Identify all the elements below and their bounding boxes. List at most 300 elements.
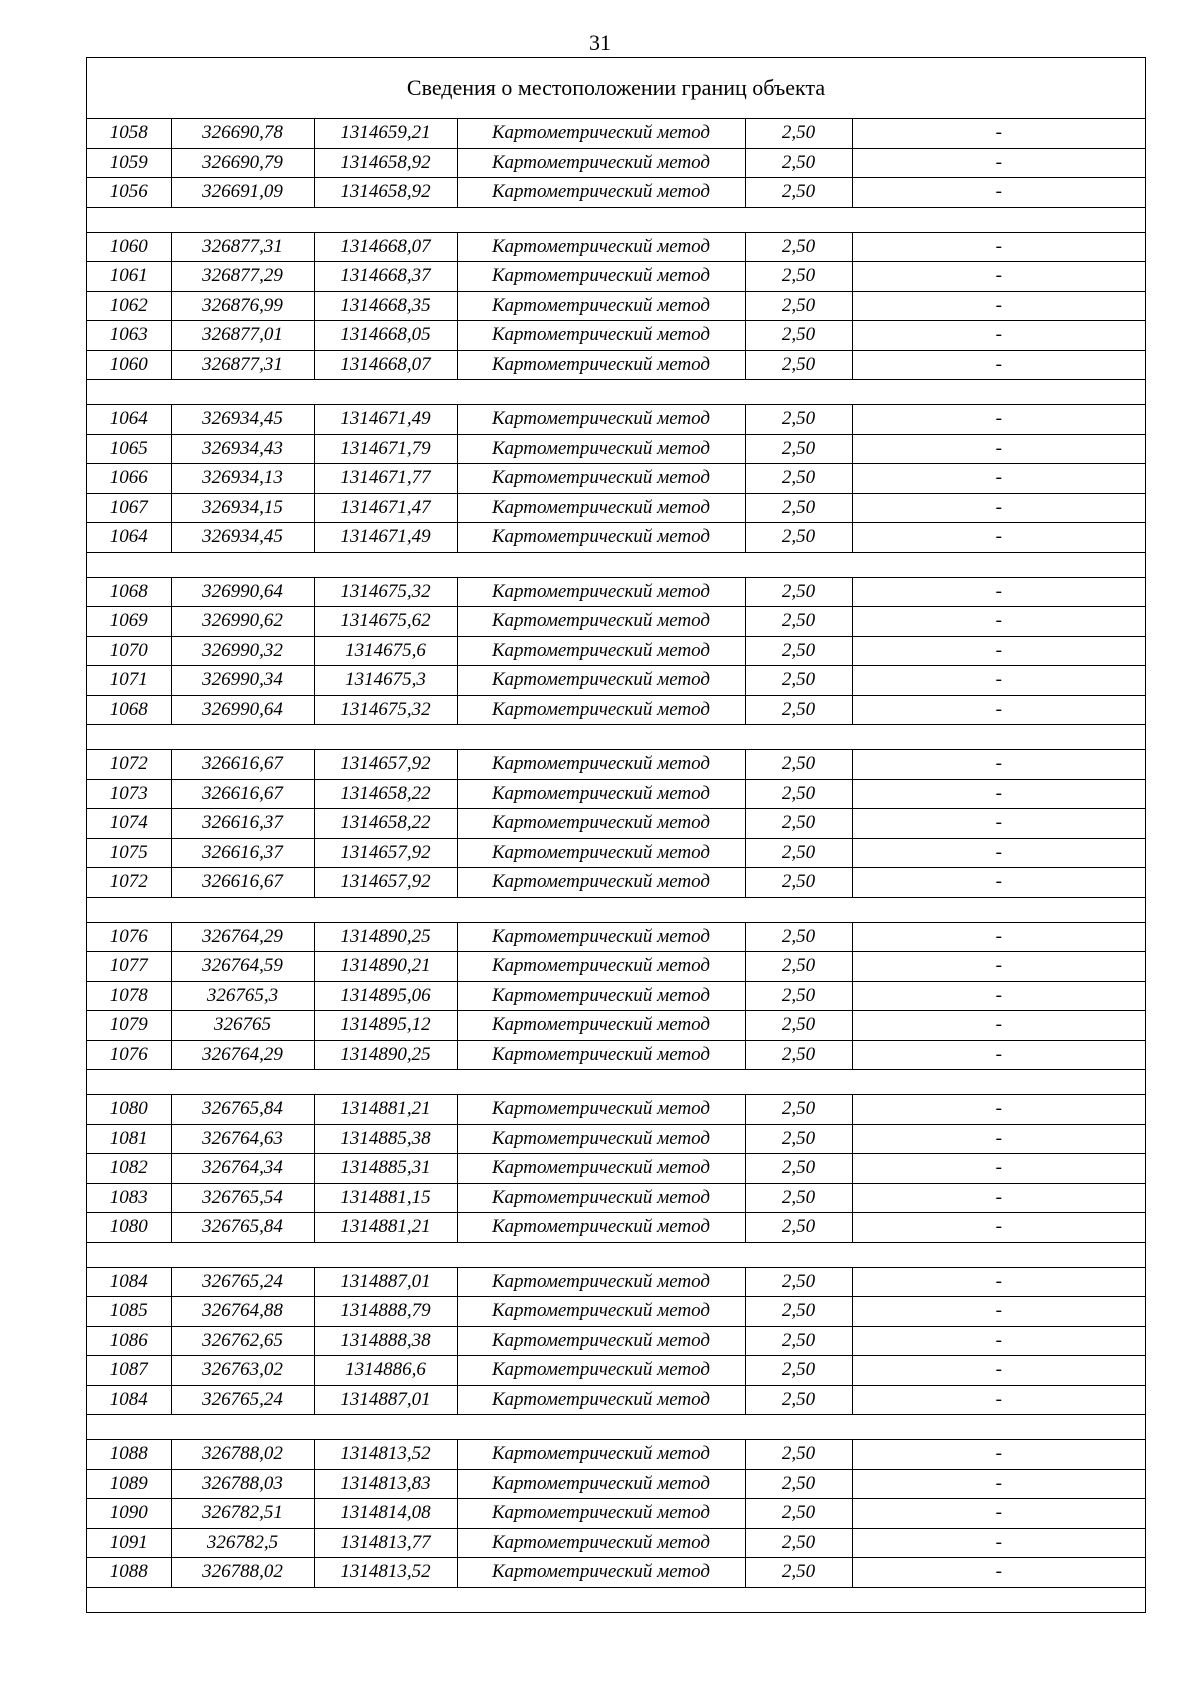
table-row — [87, 666, 1145, 696]
y-coordinate-cell: 1314813,52 — [314, 1558, 457, 1588]
table-row — [87, 523, 1145, 553]
table-row — [87, 1154, 1145, 1184]
description-cell: - — [852, 178, 1145, 208]
method-cell: Картометрический метод — [457, 1213, 745, 1243]
y-coordinate-cell: 1314658,22 — [314, 809, 457, 839]
x-coordinate-cell: 326764,34 — [171, 1154, 314, 1184]
x-coordinate-cell: 326788,02 — [171, 1440, 314, 1470]
description-cell: - — [852, 981, 1145, 1011]
y-coordinate-cell: 1314671,79 — [314, 434, 457, 464]
y-coordinate-cell: 1314671,49 — [314, 405, 457, 435]
y-coordinate-cell: 1314813,52 — [314, 1440, 457, 1470]
method-cell: Картометрический метод — [457, 750, 745, 780]
description-cell: - — [852, 695, 1145, 725]
table-row — [87, 232, 1145, 262]
table-row — [87, 981, 1145, 1011]
point-number-cell: 1056 — [87, 178, 171, 208]
description-cell: - — [852, 1267, 1145, 1297]
method-cell: Картометрический метод — [457, 1326, 745, 1356]
method-cell: Картометрический метод — [457, 321, 745, 351]
y-coordinate-cell: 1314668,37 — [314, 262, 457, 292]
method-cell: Картометрический метод — [457, 464, 745, 494]
point-number-cell: 1058 — [87, 119, 171, 148]
x-coordinate-cell: 326782,5 — [171, 1528, 314, 1558]
description-cell: - — [852, 809, 1145, 839]
y-coordinate-cell: 1314888,38 — [314, 1326, 457, 1356]
y-coordinate-cell: 1314888,79 — [314, 1297, 457, 1327]
point-number-cell: 1078 — [87, 981, 171, 1011]
y-coordinate-cell: 1314675,32 — [314, 695, 457, 725]
accuracy-cell: 2,50 — [745, 119, 852, 148]
point-number-cell: 1059 — [87, 148, 171, 178]
accuracy-cell: 2,50 — [745, 350, 852, 380]
point-number-cell: 1069 — [87, 607, 171, 637]
accuracy-cell: 2,50 — [745, 1356, 852, 1386]
x-coordinate-cell: 326764,29 — [171, 1040, 314, 1070]
x-coordinate-cell: 326877,31 — [171, 350, 314, 380]
method-cell: Картометрический метод — [457, 1499, 745, 1529]
method-cell: Картометрический метод — [457, 636, 745, 666]
table-row — [87, 1040, 1145, 1070]
description-cell: - — [852, 1356, 1145, 1386]
point-number-cell: 1079 — [87, 1011, 171, 1041]
group-separator-cell — [87, 380, 1145, 405]
accuracy-cell: 2,50 — [745, 1528, 852, 1558]
x-coordinate-cell: 326782,51 — [171, 1499, 314, 1529]
point-number-cell: 1077 — [87, 952, 171, 982]
point-number-cell: 1061 — [87, 262, 171, 292]
x-coordinate-cell: 326934,15 — [171, 493, 314, 523]
point-number-cell: 1084 — [87, 1267, 171, 1297]
x-coordinate-cell: 326990,64 — [171, 695, 314, 725]
y-coordinate-cell: 1314668,05 — [314, 321, 457, 351]
method-cell: Картометрический метод — [457, 666, 745, 696]
table-row — [87, 1469, 1145, 1499]
point-number-cell: 1068 — [87, 695, 171, 725]
method-cell: Картометрический метод — [457, 434, 745, 464]
method-cell: Картометрический метод — [457, 838, 745, 868]
method-cell: Картометрический метод — [457, 1124, 745, 1154]
accuracy-cell: 2,50 — [745, 493, 852, 523]
x-coordinate-cell: 326934,43 — [171, 434, 314, 464]
description-cell: - — [852, 1183, 1145, 1213]
method-cell: Картометрический метод — [457, 952, 745, 982]
group-separator-row — [87, 1415, 1145, 1440]
description-cell: - — [852, 1558, 1145, 1588]
description-cell: - — [852, 119, 1145, 148]
method-cell: Картометрический метод — [457, 577, 745, 607]
point-number-cell: 1073 — [87, 779, 171, 809]
description-cell: - — [852, 922, 1145, 952]
y-coordinate-cell: 1314675,3 — [314, 666, 457, 696]
table-row — [87, 291, 1145, 321]
method-cell: Картометрический метод — [457, 1297, 745, 1327]
point-number-cell: 1072 — [87, 750, 171, 780]
accuracy-cell: 2,50 — [745, 1499, 852, 1529]
point-number-cell: 1091 — [87, 1528, 171, 1558]
y-coordinate-cell: 1314887,01 — [314, 1385, 457, 1415]
y-coordinate-cell: 1314658,92 — [314, 178, 457, 208]
point-number-cell: 1065 — [87, 434, 171, 464]
table-row — [87, 779, 1145, 809]
table-row — [87, 809, 1145, 839]
description-cell: - — [852, 1297, 1145, 1327]
accuracy-cell: 2,50 — [745, 952, 852, 982]
method-cell: Картометрический метод — [457, 1528, 745, 1558]
accuracy-cell: 2,50 — [745, 577, 852, 607]
method-cell: Картометрический метод — [457, 291, 745, 321]
y-coordinate-cell: 1314886,6 — [314, 1356, 457, 1386]
x-coordinate-cell: 326990,64 — [171, 577, 314, 607]
description-cell: - — [852, 750, 1145, 780]
table-row — [87, 1326, 1145, 1356]
y-coordinate-cell: 1314671,77 — [314, 464, 457, 494]
y-coordinate-cell: 1314675,6 — [314, 636, 457, 666]
accuracy-cell: 2,50 — [745, 779, 852, 809]
description-cell: - — [852, 952, 1145, 982]
description-cell: - — [852, 1213, 1145, 1243]
table-row — [87, 1213, 1145, 1243]
accuracy-cell: 2,50 — [745, 868, 852, 898]
method-cell: Картометрический метод — [457, 148, 745, 178]
x-coordinate-cell: 326877,31 — [171, 232, 314, 262]
accuracy-cell: 2,50 — [745, 291, 852, 321]
table-row — [87, 1011, 1145, 1041]
description-cell: - — [852, 523, 1145, 553]
group-separator-cell — [87, 1415, 1145, 1440]
table-row — [87, 493, 1145, 523]
y-coordinate-cell: 1314885,38 — [314, 1124, 457, 1154]
x-coordinate-cell: 326765,3 — [171, 981, 314, 1011]
description-cell: - — [852, 1095, 1145, 1125]
y-coordinate-cell: 1314881,15 — [314, 1183, 457, 1213]
point-number-cell: 1087 — [87, 1356, 171, 1386]
accuracy-cell: 2,50 — [745, 1011, 852, 1041]
y-coordinate-cell: 1314890,25 — [314, 1040, 457, 1070]
point-number-cell: 1088 — [87, 1558, 171, 1588]
point-number-cell: 1066 — [87, 464, 171, 494]
description-cell: - — [852, 321, 1145, 351]
x-coordinate-cell: 326764,63 — [171, 1124, 314, 1154]
y-coordinate-cell: 1314675,62 — [314, 607, 457, 637]
accuracy-cell: 2,50 — [745, 1213, 852, 1243]
x-coordinate-cell: 326990,32 — [171, 636, 314, 666]
table-row — [87, 1297, 1145, 1327]
x-coordinate-cell: 326616,37 — [171, 809, 314, 839]
description-cell: - — [852, 350, 1145, 380]
table-title: Сведения о местоположении границ объекта — [87, 58, 1145, 119]
method-cell: Картометрический метод — [457, 1558, 745, 1588]
accuracy-cell: 2,50 — [745, 666, 852, 696]
accuracy-cell: 2,50 — [745, 262, 852, 292]
x-coordinate-cell: 326990,62 — [171, 607, 314, 637]
y-coordinate-cell: 1314659,21 — [314, 119, 457, 148]
group-separator-row — [87, 897, 1145, 922]
table-row — [87, 1499, 1145, 1529]
group-separator-row — [87, 552, 1145, 577]
method-cell: Картометрический метод — [457, 1356, 745, 1386]
point-number-cell: 1083 — [87, 1183, 171, 1213]
point-number-cell: 1076 — [87, 1040, 171, 1070]
point-number-cell: 1063 — [87, 321, 171, 351]
method-cell: Картометрический метод — [457, 1183, 745, 1213]
description-cell: - — [852, 262, 1145, 292]
accuracy-cell: 2,50 — [745, 695, 852, 725]
group-separator-cell — [87, 897, 1145, 922]
table-row — [87, 434, 1145, 464]
accuracy-cell: 2,50 — [745, 1558, 852, 1588]
table-row — [87, 1440, 1145, 1470]
description-cell: - — [852, 291, 1145, 321]
method-cell: Картометрический метод — [457, 809, 745, 839]
description-cell: - — [852, 1154, 1145, 1184]
group-separator-row — [87, 380, 1145, 405]
table-row — [87, 1558, 1145, 1588]
group-separator-cell — [87, 552, 1145, 577]
group-separator-row — [87, 207, 1145, 232]
description-cell: - — [852, 464, 1145, 494]
point-number-cell: 1090 — [87, 1499, 171, 1529]
x-coordinate-cell: 326616,67 — [171, 868, 314, 898]
method-cell: Картометрический метод — [457, 262, 745, 292]
x-coordinate-cell: 326877,01 — [171, 321, 314, 351]
method-cell: Картометрический метод — [457, 1154, 745, 1184]
boundary-table-frame — [86, 57, 1146, 1613]
x-coordinate-cell: 326616,67 — [171, 750, 314, 780]
point-number-cell: 1088 — [87, 1440, 171, 1470]
table-row — [87, 119, 1145, 148]
description-cell: - — [852, 1326, 1145, 1356]
y-coordinate-cell: 1314658,92 — [314, 148, 457, 178]
method-cell: Картометрический метод — [457, 607, 745, 637]
y-coordinate-cell: 1314887,01 — [314, 1267, 457, 1297]
x-coordinate-cell: 326763,02 — [171, 1356, 314, 1386]
table-row — [87, 1124, 1145, 1154]
description-cell: - — [852, 1469, 1145, 1499]
point-number-cell: 1082 — [87, 1154, 171, 1184]
description-cell: - — [852, 232, 1145, 262]
description-cell: - — [852, 1440, 1145, 1470]
description-cell: - — [852, 838, 1145, 868]
point-number-cell: 1070 — [87, 636, 171, 666]
method-cell: Картометрический метод — [457, 1440, 745, 1470]
method-cell: Картометрический метод — [457, 1469, 745, 1499]
description-cell: - — [852, 493, 1145, 523]
x-coordinate-cell: 326877,29 — [171, 262, 314, 292]
y-coordinate-cell: 1314658,22 — [314, 779, 457, 809]
table-row — [87, 1356, 1145, 1386]
x-coordinate-cell: 326934,45 — [171, 405, 314, 435]
table-row — [87, 577, 1145, 607]
table-row — [87, 750, 1145, 780]
description-cell: - — [852, 434, 1145, 464]
accuracy-cell: 2,50 — [745, 1267, 852, 1297]
table-row — [87, 350, 1145, 380]
point-number-cell: 1084 — [87, 1385, 171, 1415]
description-cell: - — [852, 607, 1145, 637]
point-number-cell: 1075 — [87, 838, 171, 868]
group-separator-cell — [87, 1242, 1145, 1267]
method-cell: Картометрический метод — [457, 119, 745, 148]
point-number-cell: 1080 — [87, 1095, 171, 1125]
x-coordinate-cell: 326788,02 — [171, 1558, 314, 1588]
y-coordinate-cell: 1314657,92 — [314, 838, 457, 868]
y-coordinate-cell: 1314885,31 — [314, 1154, 457, 1184]
accuracy-cell: 2,50 — [745, 1124, 852, 1154]
table-row — [87, 262, 1145, 292]
accuracy-cell: 2,50 — [745, 1297, 852, 1327]
accuracy-cell: 2,50 — [745, 178, 852, 208]
accuracy-cell: 2,50 — [745, 838, 852, 868]
accuracy-cell: 2,50 — [745, 1326, 852, 1356]
method-cell: Картометрический метод — [457, 178, 745, 208]
x-coordinate-cell: 326764,29 — [171, 922, 314, 952]
description-cell: - — [852, 1528, 1145, 1558]
table-row — [87, 321, 1145, 351]
y-coordinate-cell: 1314668,35 — [314, 291, 457, 321]
method-cell: Картометрический метод — [457, 350, 745, 380]
accuracy-cell: 2,50 — [745, 1183, 852, 1213]
x-coordinate-cell: 326788,03 — [171, 1469, 314, 1499]
method-cell: Картометрический метод — [457, 1040, 745, 1070]
method-cell: Картометрический метод — [457, 1011, 745, 1041]
x-coordinate-cell: 326765 — [171, 1011, 314, 1041]
y-coordinate-cell: 1314814,08 — [314, 1499, 457, 1529]
y-coordinate-cell: 1314671,47 — [314, 493, 457, 523]
point-number-cell: 1072 — [87, 868, 171, 898]
x-coordinate-cell: 326690,78 — [171, 119, 314, 148]
x-coordinate-cell: 326690,79 — [171, 148, 314, 178]
x-coordinate-cell: 326876,99 — [171, 291, 314, 321]
accuracy-cell: 2,50 — [745, 1040, 852, 1070]
group-separator-cell — [87, 207, 1145, 232]
x-coordinate-cell: 326762,65 — [171, 1326, 314, 1356]
x-coordinate-cell: 326616,37 — [171, 838, 314, 868]
table-row — [87, 148, 1145, 178]
accuracy-cell: 2,50 — [745, 434, 852, 464]
point-number-cell: 1060 — [87, 350, 171, 380]
y-coordinate-cell: 1314813,83 — [314, 1469, 457, 1499]
accuracy-cell: 2,50 — [745, 464, 852, 494]
x-coordinate-cell: 326616,67 — [171, 779, 314, 809]
table-row — [87, 178, 1145, 208]
accuracy-cell: 2,50 — [745, 1154, 852, 1184]
table-row — [87, 464, 1145, 494]
x-coordinate-cell: 326765,24 — [171, 1267, 314, 1297]
table-row — [87, 922, 1145, 952]
y-coordinate-cell: 1314895,12 — [314, 1011, 457, 1041]
point-number-cell: 1085 — [87, 1297, 171, 1327]
table-row — [87, 695, 1145, 725]
accuracy-cell: 2,50 — [745, 523, 852, 553]
description-cell: - — [852, 1385, 1145, 1415]
accuracy-cell: 2,50 — [745, 1095, 852, 1125]
point-number-cell: 1074 — [87, 809, 171, 839]
x-coordinate-cell: 326934,13 — [171, 464, 314, 494]
x-coordinate-cell: 326765,54 — [171, 1183, 314, 1213]
y-coordinate-cell: 1314813,77 — [314, 1528, 457, 1558]
description-cell: - — [852, 868, 1145, 898]
point-number-cell: 1062 — [87, 291, 171, 321]
y-coordinate-cell: 1314881,21 — [314, 1213, 457, 1243]
point-number-cell: 1064 — [87, 405, 171, 435]
y-coordinate-cell: 1314668,07 — [314, 232, 457, 262]
x-coordinate-cell: 326764,88 — [171, 1297, 314, 1327]
point-number-cell: 1076 — [87, 922, 171, 952]
table-row — [87, 1267, 1145, 1297]
accuracy-cell: 2,50 — [745, 232, 852, 262]
description-cell: - — [852, 636, 1145, 666]
description-cell: - — [852, 666, 1145, 696]
y-coordinate-cell: 1314895,06 — [314, 981, 457, 1011]
method-cell: Картометрический метод — [457, 981, 745, 1011]
accuracy-cell: 2,50 — [745, 922, 852, 952]
x-coordinate-cell: 326691,09 — [171, 178, 314, 208]
point-number-cell: 1064 — [87, 523, 171, 553]
x-coordinate-cell: 326764,59 — [171, 952, 314, 982]
description-cell: - — [852, 779, 1145, 809]
table-row — [87, 1385, 1145, 1415]
description-cell: - — [852, 1040, 1145, 1070]
point-number-cell: 1081 — [87, 1124, 171, 1154]
table-row — [87, 636, 1145, 666]
method-cell: Картометрический метод — [457, 405, 745, 435]
method-cell: Картометрический метод — [457, 1095, 745, 1125]
group-separator-cell — [87, 1070, 1145, 1095]
y-coordinate-cell: 1314890,25 — [314, 922, 457, 952]
accuracy-cell: 2,50 — [745, 1469, 852, 1499]
accuracy-cell: 2,50 — [745, 809, 852, 839]
description-cell: - — [852, 148, 1145, 178]
group-separator-row — [87, 725, 1145, 750]
y-coordinate-cell: 1314890,21 — [314, 952, 457, 982]
y-coordinate-cell: 1314675,32 — [314, 577, 457, 607]
point-number-cell: 1067 — [87, 493, 171, 523]
method-cell: Картометрический метод — [457, 779, 745, 809]
method-cell: Картометрический метод — [457, 695, 745, 725]
point-number-cell: 1068 — [87, 577, 171, 607]
y-coordinate-cell: 1314668,07 — [314, 350, 457, 380]
point-number-cell: 1089 — [87, 1469, 171, 1499]
accuracy-cell: 2,50 — [745, 750, 852, 780]
table-row — [87, 1095, 1145, 1125]
point-number-cell: 1086 — [87, 1326, 171, 1356]
table-row — [87, 868, 1145, 898]
method-cell: Картометрический метод — [457, 232, 745, 262]
description-cell: - — [852, 1011, 1145, 1041]
accuracy-cell: 2,50 — [745, 1440, 852, 1470]
accuracy-cell: 2,50 — [745, 636, 852, 666]
accuracy-cell: 2,50 — [745, 1385, 852, 1415]
x-coordinate-cell: 326990,34 — [171, 666, 314, 696]
x-coordinate-cell: 326934,45 — [171, 523, 314, 553]
x-coordinate-cell: 326765,84 — [171, 1213, 314, 1243]
table-body — [87, 119, 1145, 1587]
accuracy-cell: 2,50 — [745, 148, 852, 178]
group-separator-row — [87, 1242, 1145, 1267]
table-row — [87, 952, 1145, 982]
method-cell: Картометрический метод — [457, 1385, 745, 1415]
y-coordinate-cell: 1314671,49 — [314, 523, 457, 553]
x-coordinate-cell: 326765,24 — [171, 1385, 314, 1415]
method-cell: Картометрический метод — [457, 922, 745, 952]
point-number-cell: 1071 — [87, 666, 171, 696]
boundary-coordinates-table — [87, 119, 1145, 1588]
table-bottom-gap — [87, 1588, 1145, 1612]
point-number-cell: 1060 — [87, 232, 171, 262]
group-separator-row — [87, 1070, 1145, 1095]
table-row — [87, 405, 1145, 435]
